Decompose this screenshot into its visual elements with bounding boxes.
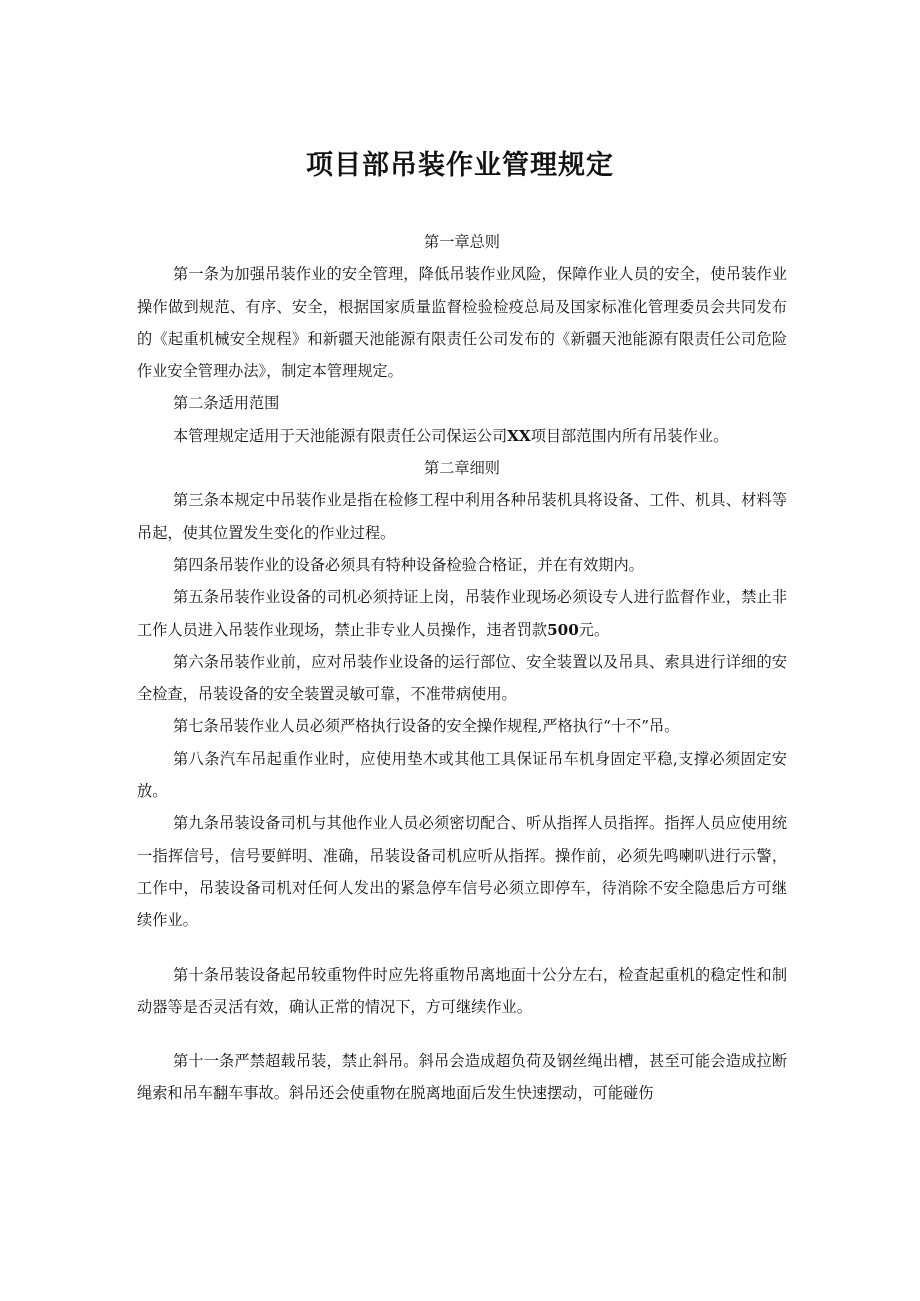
paragraph-gap <box>137 1023 787 1045</box>
chapter-heading-2: 第二章细则 <box>424 459 500 478</box>
article-2-text-c: 项目部范围内所有吊装作业。 <box>530 426 729 445</box>
article-5-text-c: 元。 <box>578 620 610 639</box>
paragraph-gap <box>137 937 787 959</box>
article-5-text-a: 第五条吊装作业设备的司机必须持证上岗，吊装作业现场必须设专人进行监督作业，禁止非工作人员进入吊装作业现场，禁止非专业人员操作，违者罚款 <box>137 588 787 639</box>
article-10: 第十条吊装设备起吊较重物件时应先将重物吊离地面十公分左右，检查起重机的稳定性和制动器等是否灵活有效，确认正常的情况下，方可继续作业。 <box>137 965 787 1016</box>
article-2-text-a: 本管理规定适用于天池能源有限责任公司保运公司 <box>173 426 508 445</box>
project-code: XX <box>507 426 531 445</box>
article-5 <box>137 581 787 646</box>
article-11: 第十一条严禁超载吊装，禁止斜吊。斜吊会造成超负荷及钢丝绳出槽，甚至可能会造成拉断绳索和吊车翻车事故。斜吊还会使重物在脱离地面后发生快速摆动，可能碰伤 <box>137 1052 787 1103</box>
article-6: 第六条吊装作业前，应对吊装作业设备的运行部位、安全装置以及吊具、索具进行详细的安全检查，吊装设备的安全装置灵敏可靠，不准带病使用。 <box>137 652 787 704</box>
article-2-body <box>137 420 787 452</box>
article-9: 第九条吊装设备司机与其他作业人员必须密切配合、听从指挥人员指挥。指挥人员应使用统一指挥信号，信号要鲜明、准确，吊装设备司机应听从指挥。操作前，必须先鸣喇叭进行示警，工作中，吊装设备司机对任何人发出的紧急停车信号必须立即停车，待消除不安全隐患后方可继续作业。 <box>137 814 787 930</box>
article-1: 第一条为加强吊装作业的安全管理，降低吊装作业风险，保障作业人员的安全，使吊装作业操作做到规范、有序、安全，根据国家质量监督检验检疫总局及国家标准化管理委员会共同发布的《起重机械安全规程》和新疆天池能源有限责任公司发布的《新疆天池能源有限责任公司危险作业安全管理办法》，制定本管理规定。 <box>137 265 787 381</box>
article-3: 第三条本规定中吊装作业是指在检修工程中利用各种吊装机具将设备、工件、机具、材料等吊起，使其位置发生变化的作业过程。 <box>137 491 787 542</box>
article-4: 第四条吊装作业的设备必须具有特种设备检验合格证，并在有效期内。 <box>173 555 644 574</box>
article-8: 第八条汽车吊起重作业时，应使用垫木或其他工具保证吊车机身固定平稳,支撑必须固定安放。 <box>137 749 787 801</box>
fine-amount: 500 <box>547 620 579 639</box>
article-2-title: 第二条适用范围 <box>173 394 280 413</box>
article-7: 第七条吊装作业人员必须严格执行设备的安全操作规程,严格执行“十不”吊。 <box>173 717 680 736</box>
document-title: 项目部吊装作业管理规定 <box>306 150 614 181</box>
document-body <box>137 226 787 1110</box>
chapter-heading-1: 第一章总则 <box>424 233 500 251</box>
